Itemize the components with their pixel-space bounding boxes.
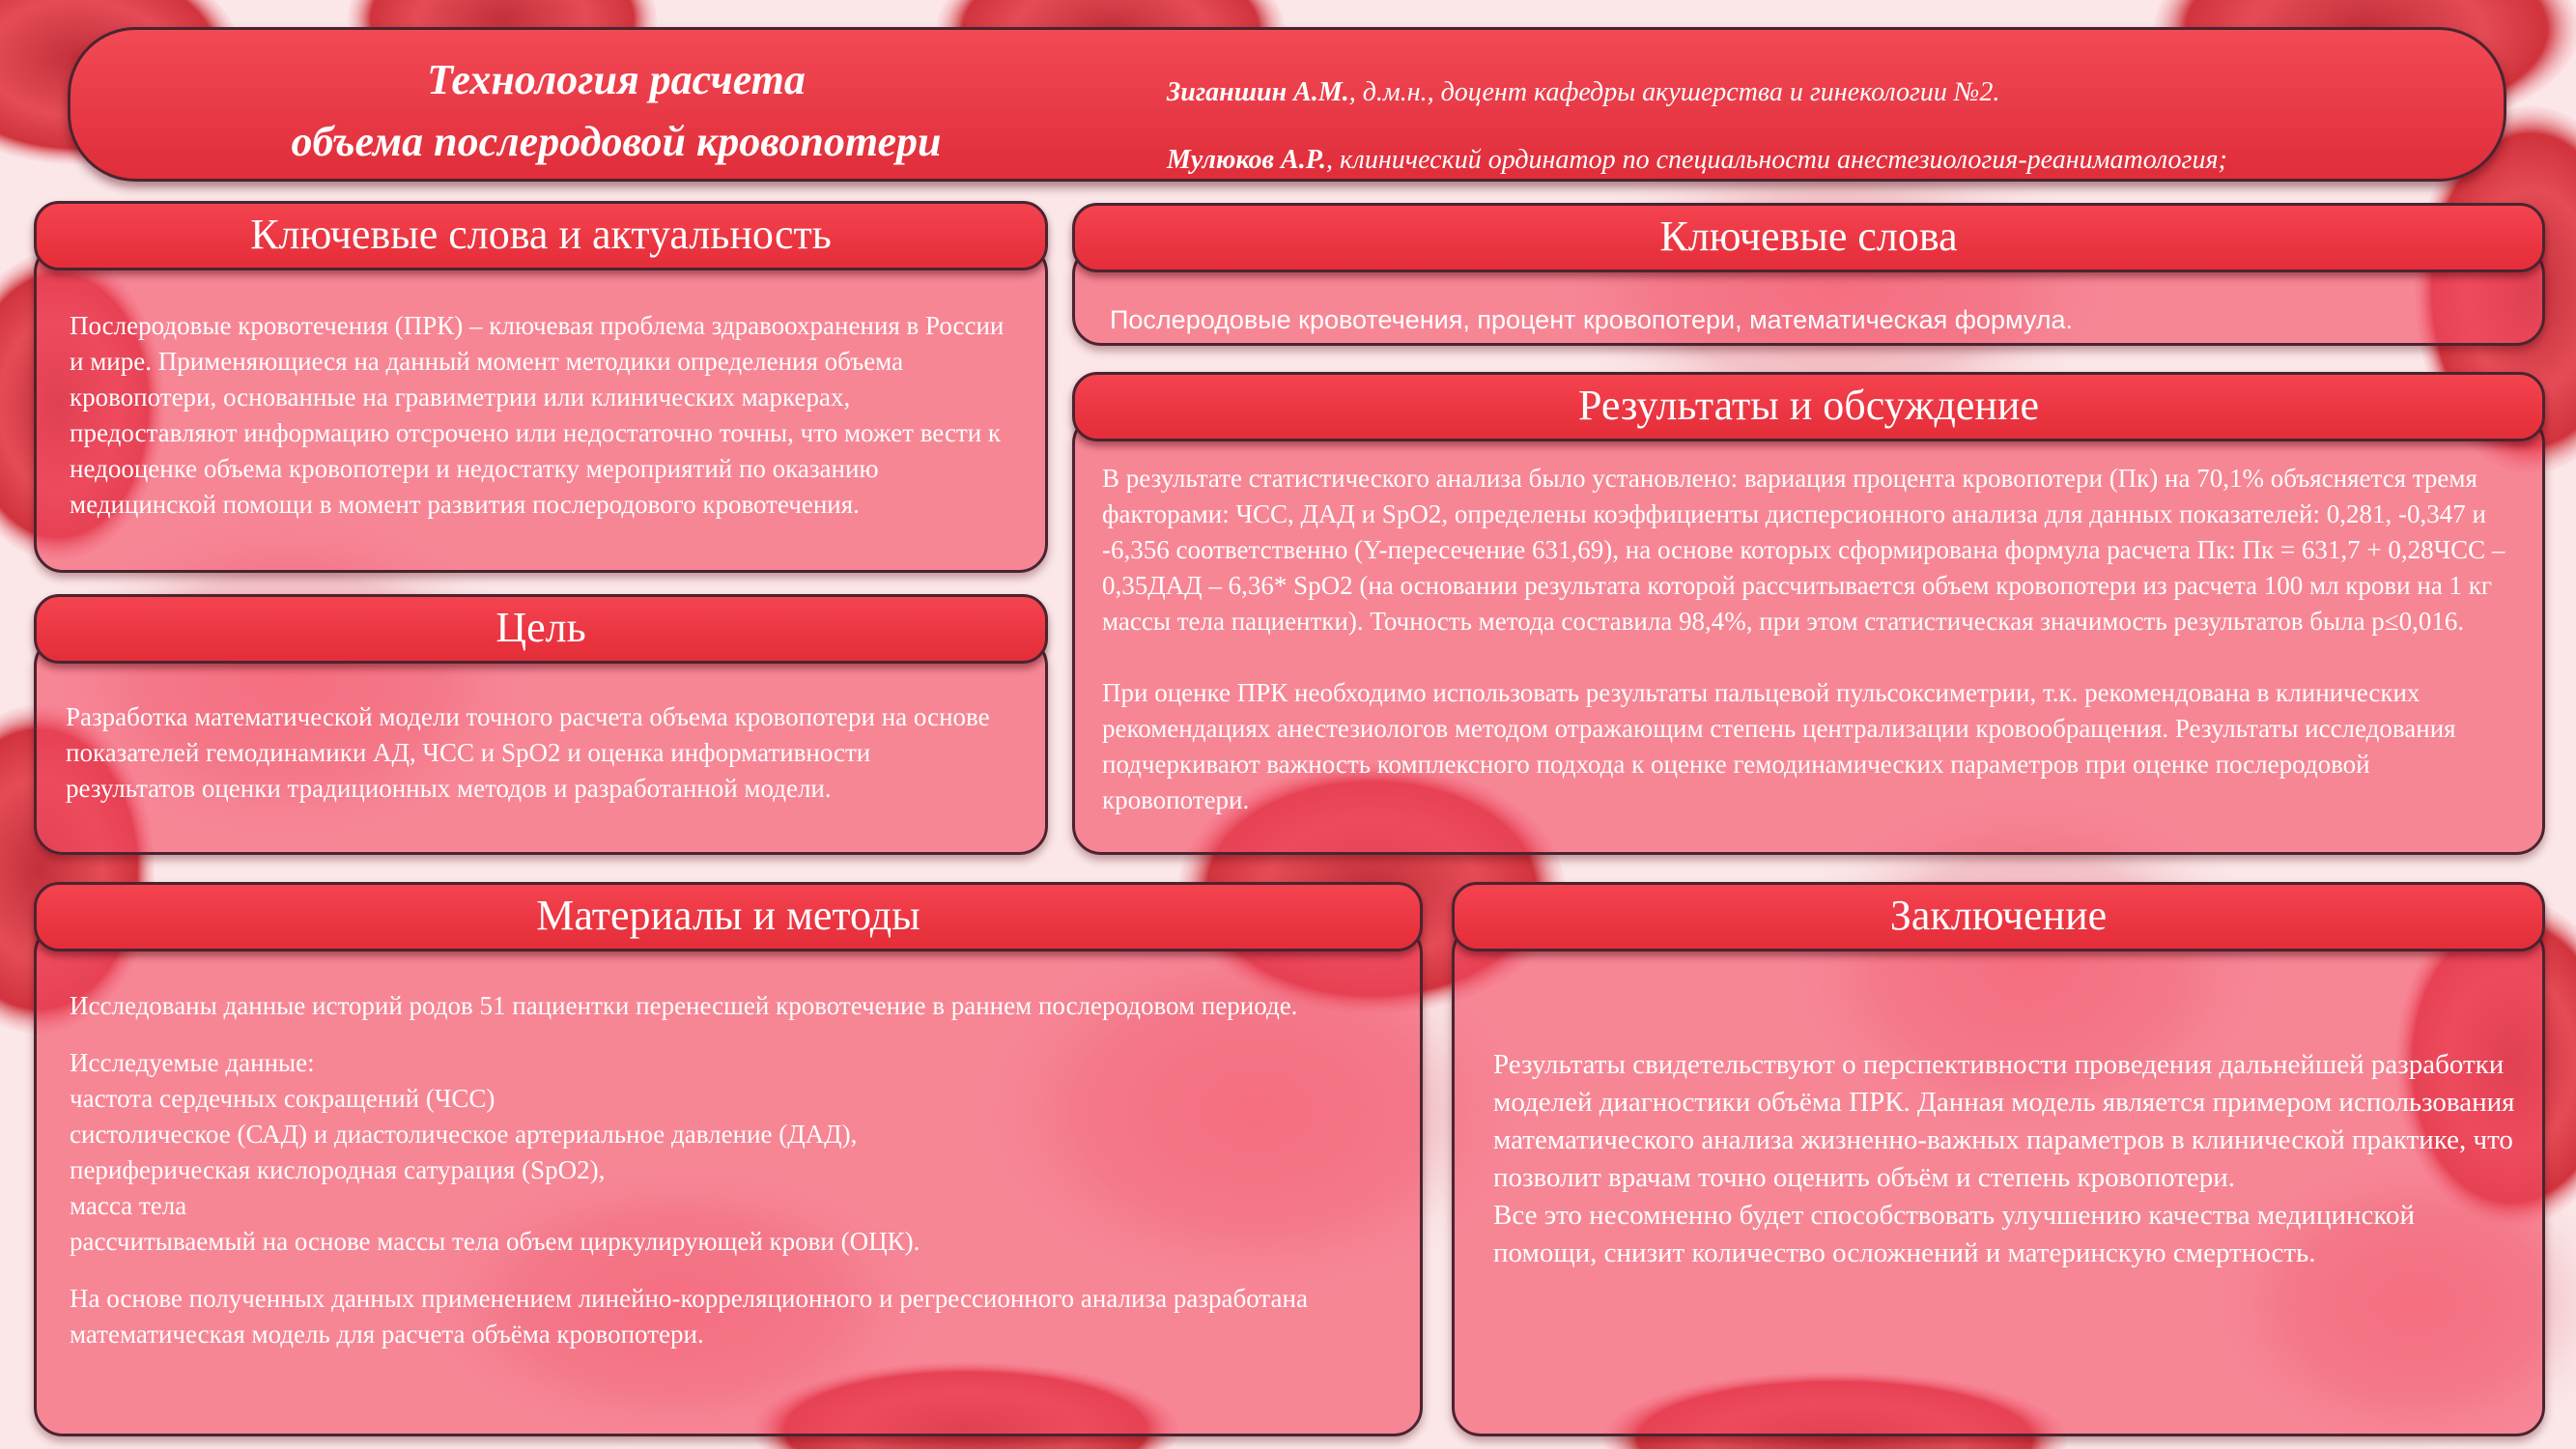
results-title: Результаты и обсуждение: [1072, 372, 2545, 441]
results-body: [1072, 414, 2545, 855]
author-1-name: Зиганшин А.М.: [1167, 77, 1349, 107]
poster-title: [254, 49, 978, 173]
methods-title: Материалы и методы: [34, 882, 1423, 952]
poster-title-line2: объема послеродовой кровопотери: [291, 118, 942, 165]
methods-list-item: периферическая кислородная сатурация (SpO2),: [70, 1155, 606, 1184]
conclusion-title: Заключение: [1452, 882, 2545, 952]
relevance-title: Ключевые слова и актуальность: [34, 201, 1048, 270]
methods-list-title: Исследуемые данные:: [70, 1048, 315, 1077]
conclusion-panel: [1452, 882, 2545, 1436]
methods-body: [34, 924, 1423, 1436]
author-1-role: , д.м.н., доцент кафедры акушерства и гинекологии №2.: [1348, 77, 2000, 107]
goal-body: [34, 637, 1048, 855]
poster-header: [68, 27, 2506, 182]
conclusion-paragraph-2: Все это несомненно будет способствовать улучшению качества медицинской помощи, снизит количество осложнений и материнскую смертность.: [1493, 1200, 2416, 1268]
author-2: [1167, 127, 2480, 194]
methods-list-item: частота сердечных сокращений (ЧСС): [70, 1084, 495, 1113]
relevance-body: [34, 243, 1048, 573]
results-paragraph-1: В результате статистического анализа было установлено: вариация процента кровопотери (Пк) на 70,1% объясняется тремя факторами: ЧСС, ДАД и SpO2, определены коэффициенты дисперсионного анализа для данных показателей: 0,281, -0,347 и -6,356 соответственно (Y-пересечение 631,69), на основе которых сформирована формула расчета Пк: Пк = 631,7 + 0,28ЧСС – 0,35ДАД – 6,36* SpO2 (на основании результата которой рассчитывается объем кровопотери из расчета 100 мл крови на 1 кг массы тела пациентки). Точность метода составила 98,4%, при этом статистическая значимость результатов была p≤0,016.: [1102, 464, 2505, 636]
goal-panel: [34, 594, 1048, 855]
methods-list-item: масса тела: [70, 1191, 187, 1220]
methods-list-item: систолическое (САД) и диастолическое артериальное давление (ДАД),: [70, 1120, 858, 1149]
conclusion-paragraph-1: Результаты свидетельствуют о перспективности проведения дальнейшей разработки моделей диагностики объёма ПРК. Данная модель является примером использования математического анализа жизненно-важных параметров в клинической практике, что позволит врачам точно оценить объём и степень кровопотери.: [1493, 1049, 2515, 1193]
methods-paragraph-2: На основе полученных данных применением линейно-корреляционного и регрессионного анализа разработана математическая модель для расчета объёма кровопотери.: [70, 1284, 1308, 1349]
author-1: [1167, 59, 2480, 127]
methods-list-item: рассчитываемый на основе массы тела объем циркулирующей крови (ОЦК).: [70, 1227, 920, 1256]
relevance-panel: [34, 201, 1048, 573]
keywords-title: Ключевые слова: [1072, 203, 2545, 272]
keywords-text: Послеродовые кровотечения, процент кровопотери, математическая формула.: [1110, 305, 2074, 334]
author-2-role: , клинический ординатор по специальности анестезиология-реаниматология;: [1326, 145, 2227, 175]
authors-block: [1167, 59, 2480, 194]
author-2-name: Мулюков А.Р.: [1167, 145, 1326, 175]
results-paragraph-2: При оценке ПРК необходимо использовать результаты пальцевой пульсоксиметрии, т.к. рекомендована в клинических рекомендациях анестезиологов методом отражающим степень централизации кровообращения. Результаты исследования подчеркивают важность комплексного подхода к оценке гемодинамических параметров при оценке послеродовой кровопотери.: [1102, 678, 2456, 814]
relevance-text: Послеродовые кровотечения (ПРК) – ключевая проблема здравоохранения в России и мире. Применяющиеся на данный момент методики определения объема кровопотери, основанные на гравиметрии или клинических маркерах, предоставляют информацию отсрочено или недостаточно точны, что может вести к недооценке объема кровопотери и недостатку мероприятий по оказанию медицинской помощи в момент развития послеродового кровотечения.: [70, 311, 1005, 519]
methods-paragraph-1: Исследованы данные историй родов 51 пациентки перенесшей кровотечение в раннем послеродовом периоде.: [70, 991, 1298, 1020]
poster-title-line1: Технология расчета: [427, 56, 806, 103]
conclusion-body: [1452, 924, 2545, 1436]
methods-panel: [34, 882, 1423, 1436]
results-panel: [1072, 372, 2545, 855]
goal-title: Цель: [34, 594, 1048, 664]
keywords-panel: [1072, 203, 2545, 346]
goal-text: Разработка математической модели точного расчета объема кровопотери на основе показателей гемодинамики АД, ЧСС и SpO2 и оценка информативности результатов оценки традиционных методов и разработанной модели.: [66, 702, 990, 803]
